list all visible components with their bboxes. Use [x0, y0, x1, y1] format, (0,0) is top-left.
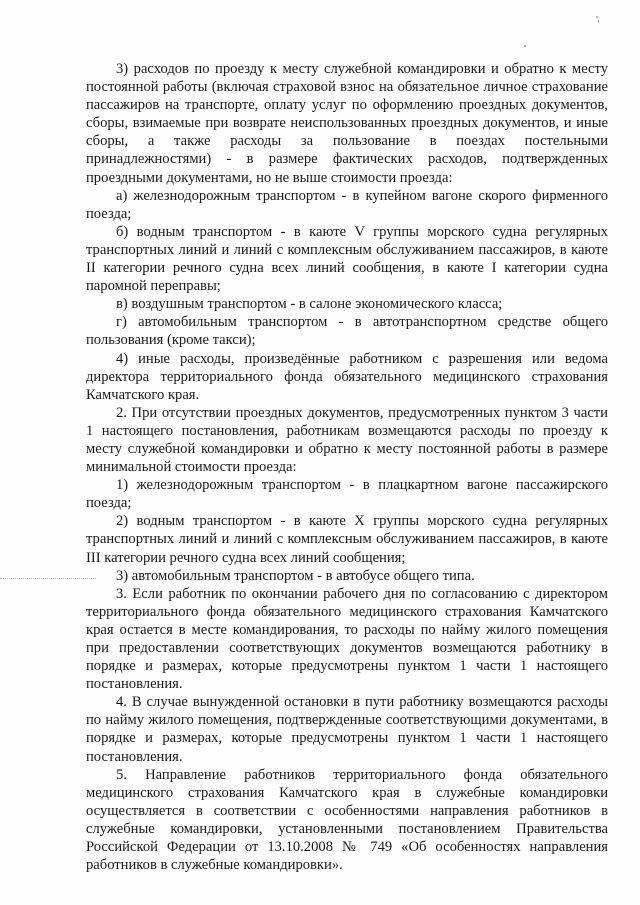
scan-artifact — [596, 16, 598, 18]
paragraph-water-transport: б) водным транспортом - в каюте V группы морского судна регулярных транспортных линий и линий с комплексным обслуживанием пассажиров, в каюте II категории речного судна всех линий сообщения, в каюте I категории судна паромной переправы; — [86, 223, 608, 295]
paragraph-section-2: 2. При отсутствии проездных документов, предусмотренных пунктом 3 части 1 настоящего постановления, работникам возмещаются расходы по проезду к месту служебной командировки и обратно к месту постоянной работы в размере минимальной стоимости проезда: — [86, 404, 608, 476]
paragraph-min-road: 3) автомобильным транспортом - в автобусе общего типа. — [116, 567, 475, 584]
paragraph-section-3: 3. Если работник по окончании рабочего дня по согласованию с директором территориального фонда обязательного медицинского страхования Камчатского края остается в месте командирования, то расходы по найму жилого помещения при предоставлении соответствующих документов возмещаются работнику в порядке и размерах, которые предусмотрены пунктом 1 части 1 настоящего постановления. — [86, 585, 608, 693]
paragraph-section-4: 4. В случае вынужденной остановки в пути работнику возмещаются расходы по найму жилого помещения, подтвержденные соответствующими документами, в порядке и размерах, которые предусмотрены пунктом 1 части 1 настоящего постановления. — [86, 694, 608, 765]
paragraph-item-3-travel-expenses: 3) расходов по проезду к месту служебной командировки и обратно к месту постоянной работы (включая страховой взнос на обязательное личное страхование пассажиров на транспорте, оплату услуг по оформлению проездных документов, сборы, взимаемые при возврате неиспользованных проездных документов, и иные сборы, а также расходы за пользование в поездах постельными принадлежностями) - в размере фактических расходов, подтвержденных проездными документами, но не выше стоимости проезда: — [86, 61, 608, 186]
scan-artifact — [598, 20, 599, 23]
paragraph-road-transport: г) автомобильным транспортом - в автотранспортном средстве общего пользования (кроме такси); — [86, 314, 608, 349]
scan-artifact — [0, 578, 96, 579]
paragraph-min-rail: 1) железнодорожным транспортом - в плацкартном вагоне пассажирского поезда; — [86, 477, 608, 512]
paragraph-rail-transport: а) железнодорожным транспортом - в купейном вагоне скорого фирменного поезда; — [86, 187, 608, 222]
document-body — [86, 60, 608, 874]
paragraph-min-water: 2) водным транспортом - в каюте X группы морского судна регулярных транспортных линий и линий с комплексным обслуживанием пассажиров, в каюте III категории речного судна всех линий сообщения; — [86, 513, 608, 566]
paragraph-section-5: 5. Направление работников территориального фонда обязательного медицинского страхования Камчатского края в служебные командировки осуществляется в соответствии с особенностями направления работников в служебные командировки, установленными постановлением Правительства Российской Федерации от 13.10.2008 № 749 «Об особенностях направления работников в служебные командировки». — [86, 766, 608, 874]
paragraph-item-4-other-expenses: 4) иные расходы, произведённые работником с разрешения или ведома директора территориального фонда обязательного медицинского страхования Камчатского края. — [86, 350, 608, 403]
paragraph-air-transport: в) воздушным транспортом - в салоне экономического класса; — [116, 296, 503, 313]
scan-artifact — [524, 45, 526, 47]
